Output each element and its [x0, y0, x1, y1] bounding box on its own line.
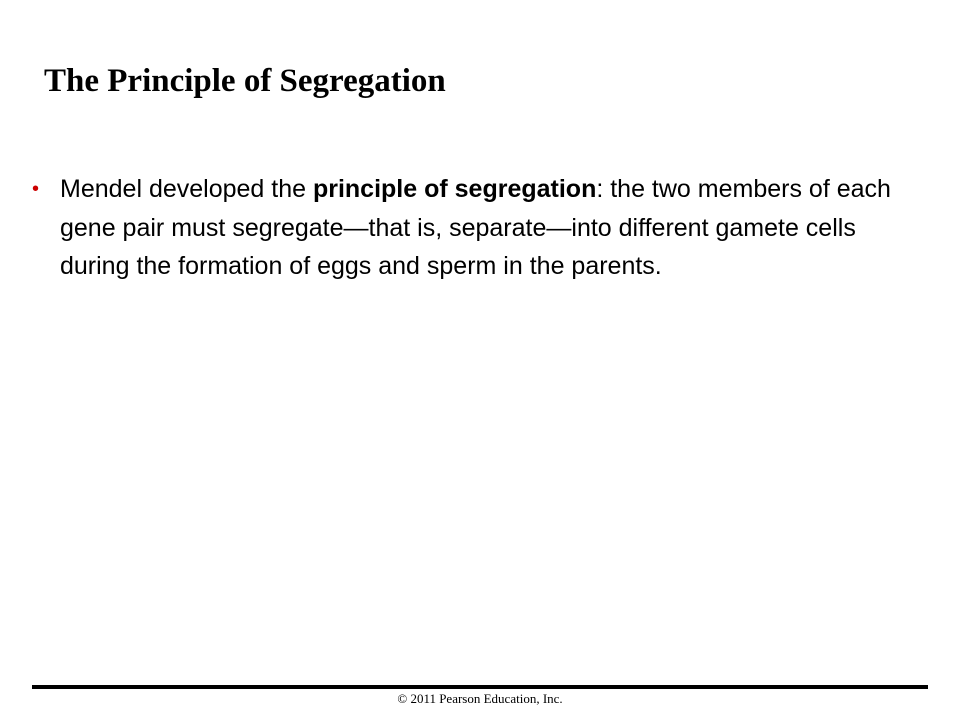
bullet-text-before: Mendel developed the — [60, 175, 313, 203]
bullet-item — [28, 170, 928, 286]
copyright-notice: © 2011 Pearson Education, Inc. — [397, 691, 563, 706]
bullet-key-term: principle of segregation — [312, 175, 597, 203]
bullet-text — [60, 175, 891, 280]
bullet-text-after: : the two members of each gene pair must segregate—that is, separate—into different gamete cells during the formation of eggs and sperm in the parents. — [60, 175, 891, 280]
slide-title: The Principle of Segregation — [44, 63, 446, 99]
bullet-list — [28, 170, 928, 286]
footer-divider — [32, 685, 928, 689]
bullet-marker: • — [32, 178, 40, 200]
